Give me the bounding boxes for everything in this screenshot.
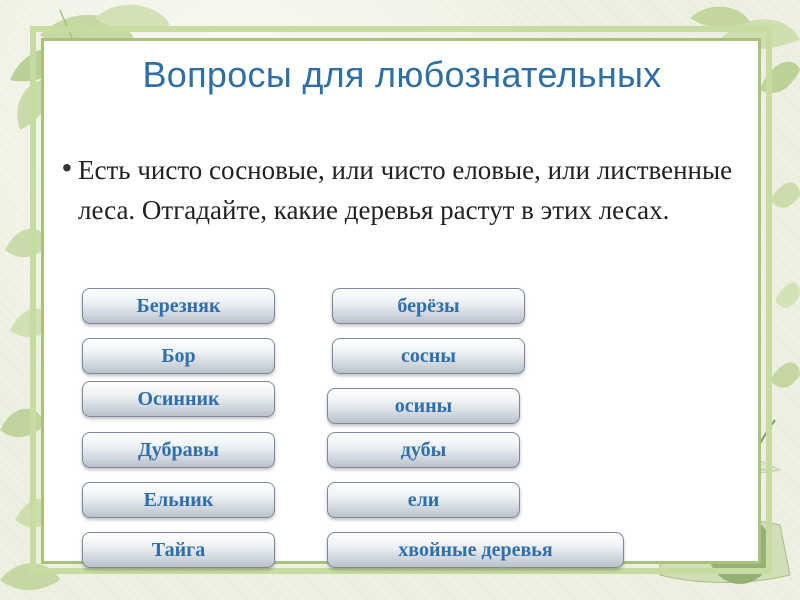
tag-left-3[interactable]: Осинник	[82, 381, 275, 417]
tag-right-4[interactable]: дубы	[327, 432, 520, 468]
bullet-dot-icon: •	[62, 152, 72, 183]
slide-title: Вопросы для любознательных	[142, 54, 662, 95]
tag-left-1[interactable]: Березняк	[82, 288, 275, 324]
tag-right-5[interactable]: ели	[327, 482, 520, 518]
tag-right-1[interactable]: берёзы	[332, 288, 525, 324]
bullet-text: Есть чисто сосновые, или чисто еловые, или лиственные леса. Отгадайте, какие деревья растут в этих лесах.	[78, 155, 733, 225]
tag-left-5[interactable]: Ельник	[82, 482, 275, 518]
tag-right-6[interactable]: хвойные деревья	[327, 532, 624, 568]
tag-right-2[interactable]: сосны	[332, 338, 525, 374]
tag-left-6[interactable]: Тайга	[82, 532, 275, 568]
tag-right-3[interactable]: осины	[327, 388, 520, 424]
tag-left-2[interactable]: Бор	[82, 338, 275, 374]
tag-left-4[interactable]: Дубравы	[82, 432, 275, 468]
